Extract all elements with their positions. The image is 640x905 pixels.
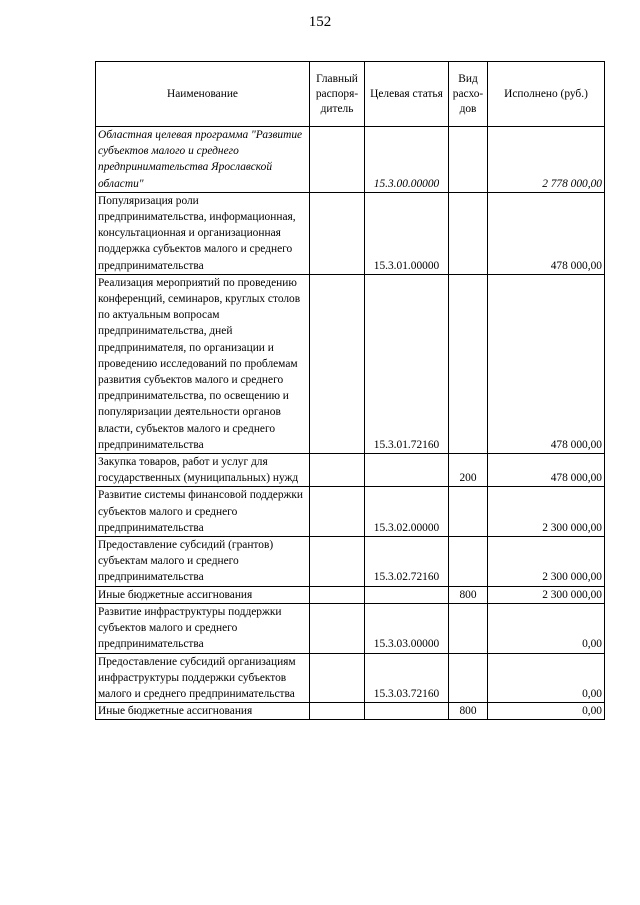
row-amount: 2 300 000,00 bbox=[488, 586, 605, 603]
row-article: 15.3.03.72160 bbox=[365, 653, 449, 703]
row-name: Развитие инфраструктуры поддержки субъектов малого и среднего предпринимательства bbox=[96, 603, 310, 653]
table-row bbox=[96, 703, 605, 720]
row-amount: 0,00 bbox=[488, 703, 605, 720]
table-row bbox=[96, 653, 605, 703]
page-number: 152 bbox=[308, 14, 332, 30]
row-amount: 478 000,00 bbox=[488, 192, 605, 274]
row-article: 15.3.00.00000 bbox=[365, 127, 449, 193]
row-article: 15.3.03.00000 bbox=[365, 603, 449, 653]
table-row bbox=[96, 537, 605, 587]
row-name: Реализация мероприятий по проведению конференций, семинаров, круглых столов по актуальным вопросам предпринимательства, дней предпринимателя, по организации и проведению исследований по проблемам развития субъектов малого и среднего предпринимательства, по освещению и популяризации деятельности органов власти, субъектов малого и среднего предпринимательства bbox=[96, 274, 310, 453]
header-article: Целевая статья bbox=[365, 62, 449, 127]
row-name: Предоставление субсидий организациям инфраструктуры поддержки субъектов малого и среднего предпринимательства bbox=[96, 653, 310, 703]
row-amount: 2 300 000,00 bbox=[488, 487, 605, 537]
row-name: Популяризация роли предпринимательства, информационная, консультационная и организационная поддержка субъектов малого и среднего предпринимательства bbox=[96, 192, 310, 274]
row-name: Иные бюджетные ассигнования bbox=[96, 703, 310, 720]
row-manager bbox=[310, 274, 365, 453]
row-expense-type bbox=[449, 127, 488, 193]
header-name: Наименование bbox=[96, 62, 310, 127]
row-expense-type bbox=[449, 653, 488, 703]
header-amount: Исполнено (руб.) bbox=[488, 62, 605, 127]
row-amount: 2 778 000,00 bbox=[488, 127, 605, 193]
row-article bbox=[365, 586, 449, 603]
row-manager bbox=[310, 703, 365, 720]
row-amount: 478 000,00 bbox=[488, 274, 605, 453]
table-row bbox=[96, 192, 605, 274]
row-article bbox=[365, 703, 449, 720]
row-expense-type: 200 bbox=[449, 454, 488, 487]
budget-table bbox=[95, 61, 605, 720]
table-row bbox=[96, 274, 605, 453]
row-article bbox=[365, 454, 449, 487]
row-name: Закупка товаров, работ и услуг для государственных (муниципальных) нужд bbox=[96, 454, 310, 487]
row-name: Иные бюджетные ассигнования bbox=[96, 586, 310, 603]
row-manager bbox=[310, 487, 365, 537]
row-manager bbox=[310, 653, 365, 703]
row-manager bbox=[310, 192, 365, 274]
row-article: 15.3.02.00000 bbox=[365, 487, 449, 537]
row-article: 15.3.01.72160 bbox=[365, 274, 449, 453]
table-row bbox=[96, 603, 605, 653]
row-manager bbox=[310, 586, 365, 603]
row-name: Областная целевая программа "Развитие субъектов малого и среднего предпринимательства Ярославской области" bbox=[96, 127, 310, 193]
table-body bbox=[96, 127, 605, 720]
row-expense-type: 800 bbox=[449, 586, 488, 603]
header-type: Вид расхо-дов bbox=[449, 62, 488, 127]
row-expense-type bbox=[449, 537, 488, 587]
row-expense-type bbox=[449, 192, 488, 274]
table-header-row bbox=[96, 62, 605, 127]
row-amount: 0,00 bbox=[488, 603, 605, 653]
row-expense-type bbox=[449, 603, 488, 653]
row-manager bbox=[310, 127, 365, 193]
row-name: Развитие системы финансовой поддержки субъектов малого и среднего предпринимательства bbox=[96, 487, 310, 537]
row-expense-type: 800 bbox=[449, 703, 488, 720]
row-article: 15.3.01.00000 bbox=[365, 192, 449, 274]
row-amount: 478 000,00 bbox=[488, 454, 605, 487]
table-row bbox=[96, 586, 605, 603]
table-row bbox=[96, 454, 605, 487]
header-manager: Главный распоря-дитель bbox=[310, 62, 365, 127]
row-name: Предоставление субсидий (грантов) субъектам малого и среднего предпринимательства bbox=[96, 537, 310, 587]
table-row bbox=[96, 127, 605, 193]
row-manager bbox=[310, 454, 365, 487]
row-manager bbox=[310, 603, 365, 653]
table-row bbox=[96, 487, 605, 537]
row-expense-type bbox=[449, 487, 488, 537]
row-amount: 2 300 000,00 bbox=[488, 537, 605, 587]
row-expense-type bbox=[449, 274, 488, 453]
row-amount: 0,00 bbox=[488, 653, 605, 703]
row-manager bbox=[310, 537, 365, 587]
row-article: 15.3.02.72160 bbox=[365, 537, 449, 587]
